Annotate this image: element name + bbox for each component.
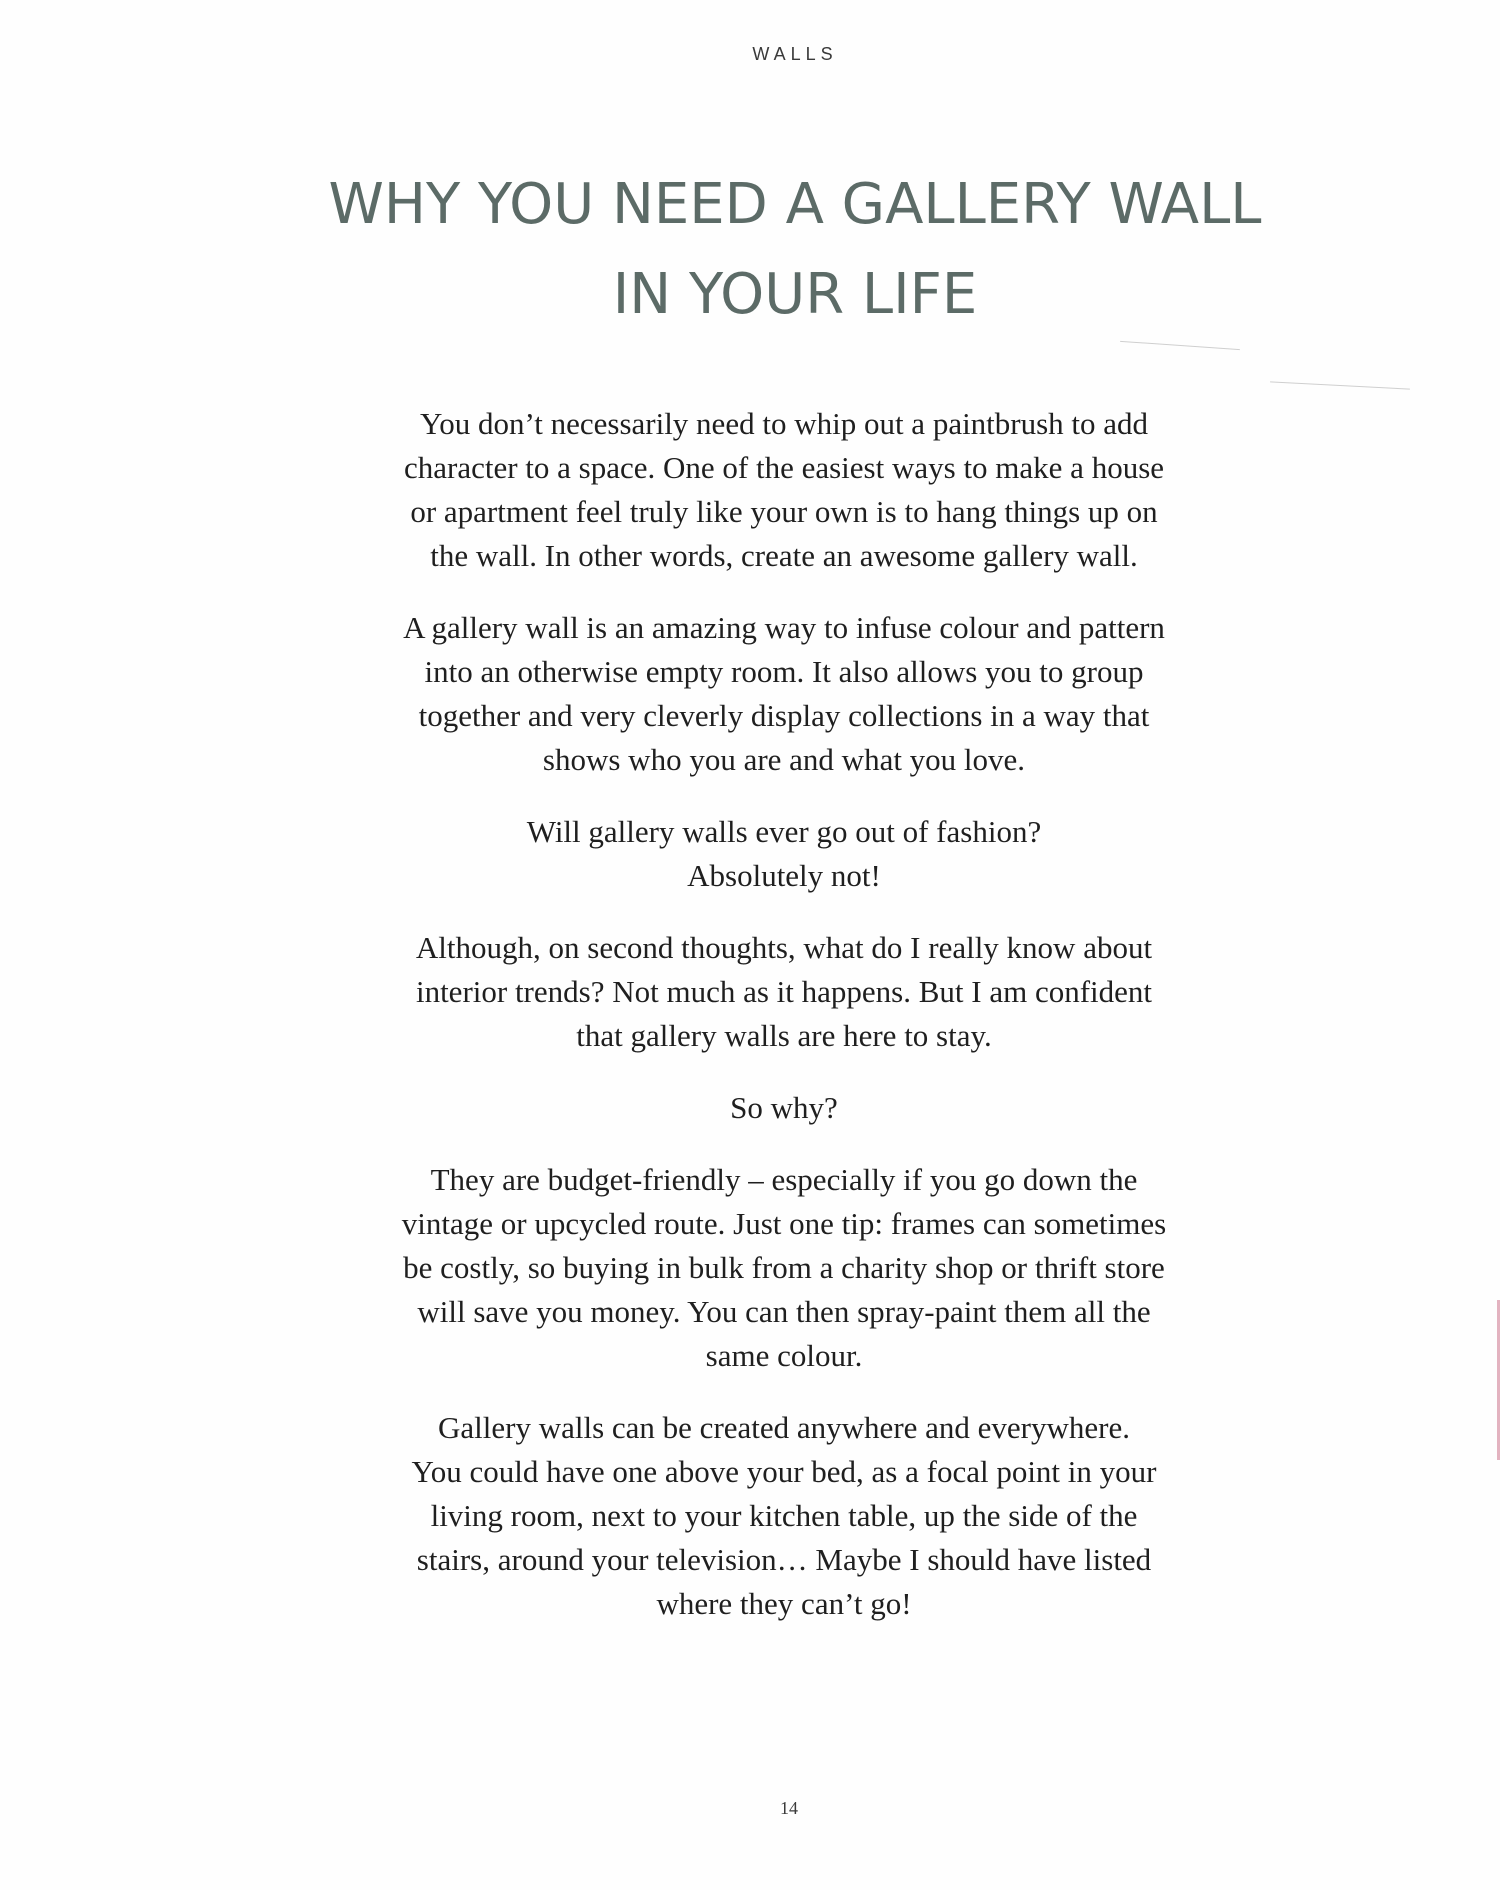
running-head: WALLS [752, 44, 838, 64]
page-title-line-1: WHY YOU NEED A GALLERY WALL [328, 172, 1262, 237]
paragraph-line: will save you money. You can then spray-paint them all the [417, 1294, 1151, 1329]
paragraph-line: into an otherwise empty room. It also allows you to group [424, 654, 1144, 689]
paragraph-line: Absolutely not! [687, 858, 881, 893]
page-title [180, 160, 1410, 340]
paragraph [330, 926, 1238, 1058]
paragraph-line: be costly, so buying in bulk from a charity shop or thrift store [403, 1250, 1165, 1285]
paragraph-line: They are budget-friendly – especially if you go down the [430, 1162, 1138, 1197]
paragraph-line: A gallery wall is an amazing way to infuse colour and pattern [403, 610, 1165, 645]
scan-artifact-line [1120, 341, 1240, 350]
paragraph-line: same colour. [705, 1338, 863, 1373]
page-number: 14 [780, 1798, 798, 1818]
paragraph-line: where they can’t go! [656, 1586, 912, 1621]
paragraph-line: So why? [730, 1090, 838, 1125]
paragraph-line: together and very cleverly display collections in a way that [418, 698, 1150, 733]
paragraph-line: the wall. In other words, create an awesome gallery wall. [430, 538, 1138, 573]
page-title-line-2: IN YOUR LIFE [612, 262, 978, 327]
paragraph-line: You could have one above your bed, as a focal point in your [411, 1454, 1157, 1489]
paragraph-line: or apartment feel truly like your own is to hang things up on [410, 494, 1158, 529]
body-text [330, 402, 1238, 1654]
paragraph [330, 810, 1238, 898]
paragraph [330, 402, 1238, 578]
paragraph-line: interior trends? Not much as it happens. But I am confident [415, 974, 1153, 1009]
paragraph-line: vintage or upcycled route. Just one tip: frames can sometimes [401, 1206, 1167, 1241]
paragraph-line: Will gallery walls ever go out of fashion? [526, 814, 1042, 849]
paragraph-line: living room, next to your kitchen table, up the side of the [430, 1498, 1138, 1533]
paragraph-line: character to a space. One of the easiest ways to make a house [403, 450, 1165, 485]
paragraph [330, 1406, 1238, 1626]
paragraph-line: You don’t necessarily need to whip out a paintbrush to add [419, 406, 1149, 441]
scan-artifact-line [1270, 381, 1410, 389]
paragraph-line: Gallery walls can be created anywhere and everywhere. [438, 1410, 1130, 1445]
paragraph [330, 1086, 1238, 1130]
paragraph-line: Although, on second thoughts, what do I really know about [415, 930, 1153, 965]
paragraph-line: shows who you are and what you love. [542, 742, 1026, 777]
paragraph-line: that gallery walls are here to stay. [576, 1018, 992, 1053]
paragraph-line: stairs, around your television… Maybe I should have listed [416, 1542, 1152, 1577]
paragraph [330, 606, 1238, 782]
paragraph [330, 1158, 1238, 1378]
